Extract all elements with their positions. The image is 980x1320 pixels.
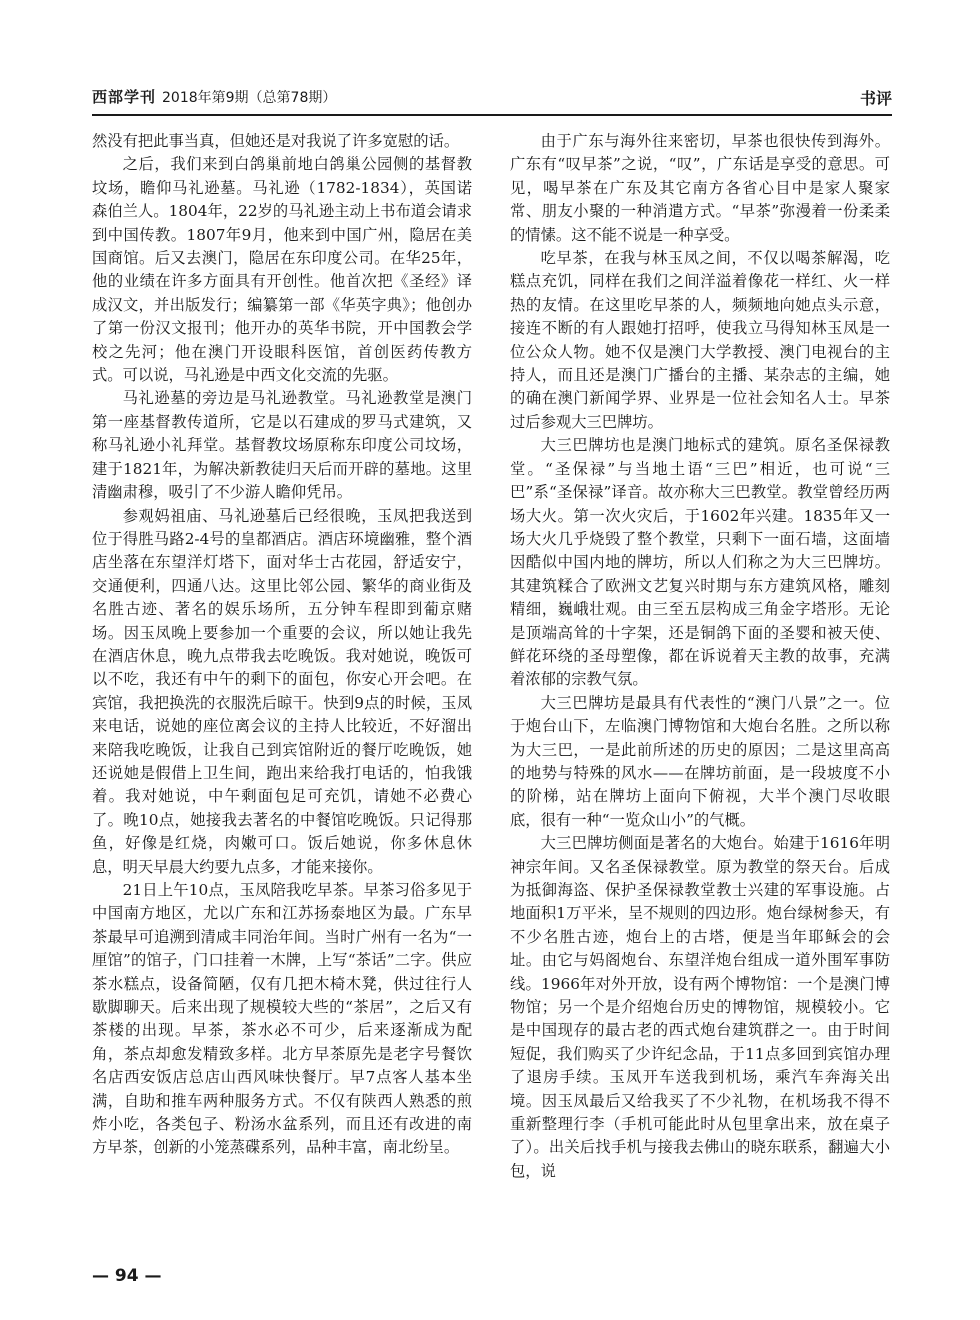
paragraph: 参观妈祖庙、马礼逊墓后已经很晚，玉凤把我送到位于得胜马路2-4号的皇都酒店。酒店环境幽雅，整个酒店坐落在东望洋灯塔下，面对华士古花园，舒适安宁，交通便利，四通八达。这里比邻公园、繁华的商业街及名胜古迹、著名的娱乐场所，五分钟车程即到葡京赌场。因玉凤晚上要参加一个重要的会议，所以她让我先在酒店休息，晚九点带我去吃晚饭。我对她说，晚饭可以不吃，我还有中午的剩下的面包，你安心开会吧。在宾馆，我把换洗的衣服洗后晾干。快到9点的时候，玉凤来电话，说她的座位离会议的主持人比较近，不好溜出来陪我吃晚饭，让我自己到宾馆附近的餐厅吃晚饭，她还说她是假借上卫生间，跑出来给我打电话的，怕我饿着。我对她说，中午剩面包足可充饥，请她不必费心了。晚10点，她接我去著名的中餐馆吃晚饭。只记得那鱼，好像是红烧，肉嫩可口。饭后她说，你多休息休息，明天早晨大约要九点多，才能来接你。 [92, 506, 472, 876]
header-rule [92, 114, 892, 116]
paragraph: 21日上午10点，玉凤陪我吃早茶。早茶习俗多见于中国南方地区，尤以广东和江苏扬泰地区为最。广东早茶最早可追溯到清咸丰同治年间。当时广州有一名为“一厘馆”的馆子，门口挂着一木牌，上写“茶话”二字。供应茶水糕点，设备简陋，仅有几把木椅木凳，供过往行人歇脚聊天。后来出现了规模较大些的“茶居”，之后又有茶楼的出现。早茶，茶水必不可少，后来逐渐成为配角，茶点却愈发精致多样。北方早茶原先是老字号餐饮名店西安饭店总店山西风味快餐厅。早7点客人基本坐满，自助和推车两种服务方式。不仅有陕西人熟悉的煎炸小吃，各类包子、粉汤水盆系列，而且还有改进的南方早茶，创新的小笼蒸碟系列，品种丰富，南北纷呈。 [92, 881, 472, 1157]
right-column [510, 130, 890, 1248]
issue-info: 2018年第9期（总第78期） [162, 90, 337, 106]
section-label: 书评 [859, 89, 892, 108]
paragraph: 大三巴牌坊也是澳门地标式的建筑。原名圣保禄教堂。“圣保禄”与当地土语“三巴”相近，也可说“三巴”系“圣保禄”译音。故亦称大三巴教堂。教堂曾经历两场大火。第一次火灾后，于1602年兴建。1835年又一场大火几乎烧毁了整个教堂，只剩下一面石墙，这面墙因酷似中国内地的牌坊，所以人们称之为大三巴牌坊。其建筑糅合了欧洲文艺复兴时期与东方建筑风格，雕刻精细，巍峨壮观。由三至五层构成三角金字塔形。无论是顶端高耸的十字架，还是铜鸽下面的圣婴和被天使、鲜花环绕的圣母塑像，都在诉说着天主教的故事，充满着浓郁的宗教气氛。 [510, 436, 890, 689]
journal-name: 西部学刊 [92, 88, 157, 106]
paragraph: 然没有把此事当真，但她还是对我说了许多宽慰的话。 [92, 132, 460, 150]
paragraph: 吃早茶，在我与林玉凤之间，不仅以喝茶解渴，吃糕点充饥，同样在我们之间洋溢着像花一样红、火一样热的友情。在这里吃早茶的人，频频地向她点头示意，接连不断的有人跟她打招呼，使我立马得知林玉凤是一位公众人物。她不仅是澳门大学教授、澳门电视台的主持人，而且还是澳门广播台的主播、某杂志的主编，她的确在澳门新闻学界、业界是一位社会知名人士。早茶过后参观大三巴牌坊。 [510, 249, 890, 431]
paragraph: 大三巴牌坊是最具有代表性的“澳门八景”之一。位于炮台山下，左临澳门博物馆和大炮台名胜。之所以称为大三巴，一是此前所述的历史的原因；二是这里高高的地势与特殊的风水——在牌坊前面，是一段坡度不小的阶梯，站在牌坊上面向下俯视，大半个澳门尽收眼底，很有一种“一览众山小”的气概。 [510, 693, 890, 829]
page-number: — 94 — [92, 1266, 162, 1286]
left-column [92, 130, 472, 1248]
running-header [92, 82, 892, 110]
paragraph: 之后，我们来到白鸽巢前地白鸽巢公园侧的基督教坟场，瞻仰马礼逊墓。马礼逊（1782-1834），英国诺森伯兰人。1804年，22岁的马礼逊主动上书布道会请求到中国传教。1807年9月，他来到中国广州，隐居在美国商馆。后又去澳门，隐居在东印度公司。在华25年，他的业绩在许多方面具有开创性。他首次把《圣经》译成汉文，并出版发行；编纂第一部《华英字典》；他创办了第一份汉文报刊；他开办的英华书院，开中国教会学校之先河；他在澳门开设眼科医馆，首创医药传教方式。可以说，马礼逊是中西文化交流的先驱。 [92, 155, 472, 385]
paragraph: 大三巴牌坊侧面是著名的大炮台。始建于1616年明神宗年间。又名圣保禄教堂。原为教堂的祭天台。后成为抵御海盗、保护圣保禄教堂教士兴建的军事设施。占地面积1万平米，呈不规则的四边形。炮台绿树参天，有不少名胜古迹，炮台上的古塔，便是当年耶稣会的会址。由它与妈阁炮台、东望洋炮台组成一道外围军事防线。1966年对外开放，设有两个博物馆：一个是澳门博物馆；另一个是介绍炮台历史的博物馆，规模较小。它是中国现存的最古老的西式炮台建筑群之一。由于时间短促，我们购买了少许纪念品，于11点多回到宾馆办理了退房手续。玉凤开车送我到机场，乘汽车奔海关出境。因玉凤最后又给我买了不少礼物，在机场我不得不重新整理行李（手机可能此时从包里拿出来，放在桌子了）。出关后找手机与接我去佛山的晓东联系，翻遍大小包，说 [510, 834, 890, 1180]
paragraph: 马礼逊墓的旁边是马礼逊教堂。马礼逊教堂是澳门第一座基督教传道所，它是以石建成的罗马式建筑，又称马礼逊小礼拜堂。基督教坟场原称东印度公司坟场，建于1821年，为解决新教徒归天后而开辟的墓地。这里清幽肃穆，吸引了不少游人瞻仰凭吊。 [92, 389, 472, 502]
paragraph: 由于广东与海外往来密切，早茶也很快传到海外。广东有“叹早茶”之说，“叹”，广东话是享受的意思。可见，喝早茶在广东及其它南方各省心目中是家人聚家常、朋友小聚的一种消遣方式。“早茶”弥漫着一份柔柔的情愫。这不能不说是一种享受。 [510, 132, 890, 244]
